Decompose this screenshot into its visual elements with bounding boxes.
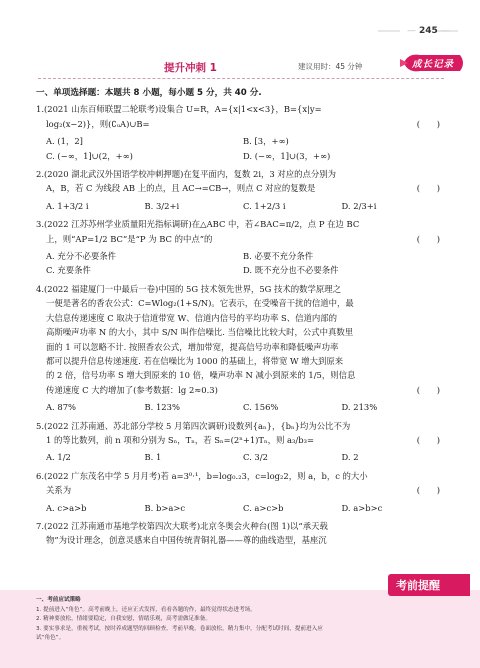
answer-bracket[interactable]: ( ) — [416, 118, 440, 129]
options-row — [46, 400, 440, 414]
question-7 — [36, 519, 440, 548]
question-line — [36, 296, 440, 310]
answer-option[interactable]: A. 1/2 — [46, 452, 71, 463]
questions-container — [36, 102, 440, 547]
question-number: 7. — [36, 520, 44, 531]
answer-option[interactable]: B. 123% — [144, 402, 180, 413]
answer-option[interactable]: C. 3/2 — [243, 452, 268, 463]
answer-option[interactable]: B. [3，+∞) — [243, 136, 289, 147]
question-source: (2022 江苏南通、苏北部分学校 5 月第四次调研) — [44, 420, 228, 431]
answer-option[interactable]: D. (−∞，1]∪(3，+∞) — [243, 150, 331, 161]
question-text: log₂(x−2)}，则(∁ᵤA)∪B= — [46, 118, 150, 129]
question-number: 4. — [36, 283, 44, 294]
answer-option[interactable]: B. 3/2+i — [144, 200, 180, 211]
tip-line: 2. 精神要放松，情绪要稳定，自我安慰，情绪乐观，高考需做足准备。 — [36, 616, 211, 623]
question-line — [36, 469, 440, 483]
question-text: 设数列{aₙ}，{bₙ}均为公比不为 — [227, 420, 351, 431]
question-text: 设集合 U=R，A={x|1<x<3}，B={x|y= — [158, 104, 322, 115]
question-line — [36, 419, 440, 433]
answer-option[interactable]: C. 1+2/3 i — [243, 200, 286, 211]
answer-option[interactable]: D. 既不充分也不必要条件 — [243, 265, 339, 276]
question-number: 6. — [36, 470, 44, 481]
question-source: (2022 广东茂名中学 5 月月考) — [44, 470, 161, 481]
question-1 — [36, 102, 440, 131]
tip-line: 试“角色”。 — [36, 635, 65, 642]
answer-option[interactable]: A. 87% — [46, 402, 76, 413]
question-source: (2020 湖北武汉外国语学校冲刺押题) — [44, 169, 184, 180]
answer-bracket[interactable]: ( ) — [416, 233, 440, 244]
question-number: 5. — [36, 420, 44, 431]
question-line — [36, 368, 440, 382]
answer-option[interactable]: D. 2 — [341, 452, 359, 463]
badge-label: 成长记录 — [412, 59, 455, 70]
section-title: 一、单项选择题：本题共 8 小题，每小题 5 分，共 40 分. — [36, 88, 262, 98]
options-row — [46, 134, 440, 163]
answer-option[interactable]: D. 213% — [341, 402, 378, 413]
question-source: (2022 江苏南通市基地学校第四次大联考) — [44, 520, 201, 531]
question-line — [36, 519, 440, 533]
question-line — [36, 282, 440, 296]
question-4 — [36, 282, 440, 397]
page-number: — 245 — — [404, 26, 453, 36]
question-6 — [36, 469, 440, 498]
page-title: 提升冲刺 1 — [164, 62, 217, 74]
tips-box — [36, 596, 448, 644]
question-line — [36, 325, 440, 339]
question-line — [36, 232, 440, 246]
question-list — [36, 86, 440, 551]
question-line — [36, 354, 440, 368]
question-3 — [36, 217, 440, 246]
question-source: (2021 山东百师联盟二轮联考) — [44, 104, 159, 115]
question-text: 的 2 倍，信号功率 S 增大到原来的 10 倍，噪声功率 N 减小到原来的 1/5，则信息 — [46, 370, 356, 381]
exam-reminder-label: 考前提醒 — [396, 579, 440, 592]
question-source: (2022 福建厦门一中最后一卷) — [44, 283, 159, 294]
answer-bracket[interactable]: ( ) — [416, 183, 440, 194]
tip-line: 3. 要实事求是，重视考试，按时养成题型的回顾检查，考前早晚，卷面放松，精力集中，分配考试时间，提前进入应 — [36, 625, 323, 632]
answer-option[interactable]: A. (1，2] — [46, 136, 83, 147]
answer-bracket[interactable]: ( ) — [416, 384, 440, 395]
options-row — [46, 249, 440, 278]
answer-option[interactable]: C. 156% — [243, 402, 279, 413]
answer-bracket[interactable]: ( ) — [416, 434, 440, 445]
question-text: 关系为 — [46, 485, 72, 496]
options-row — [46, 501, 440, 515]
question-text: 在△ABC 中，若∠BAC=π/2，点 P 在边 BC — [191, 219, 360, 230]
question-text: 上，则“AP=1/2 BC”是“P 为 BC 的中点”的 — [46, 233, 213, 244]
tip-line: 1. 提前进入“角色”。高考前晚上，还应正式发挥，看看各题的作，最终觉得状态进考场。 — [36, 606, 256, 613]
answer-option[interactable]: D. a>b>c — [341, 502, 383, 513]
tips-title: 一、考前应试策略 — [36, 597, 81, 603]
question-line — [36, 533, 440, 547]
answer-option[interactable]: D. 2/3+i — [341, 200, 377, 211]
question-line — [36, 483, 440, 497]
question-line — [36, 117, 440, 131]
question-text: 面的 1 可以忽略不计. 按照香农公式，增加带宽，提高信号功率和降低噪声功率 — [46, 341, 339, 352]
question-line — [36, 167, 440, 181]
answer-option[interactable]: A. 1+3/2 i — [46, 200, 89, 211]
question-number: 1. — [36, 104, 44, 115]
question-text: 中国的 5G 技术领先世界，5G 技术的数学原理之 — [158, 283, 342, 294]
question-5 — [36, 419, 440, 448]
question-text: 1 的等比数列，前 n 项和分别为 Sₙ，Tₙ，若 Sₙ=(2ⁿ+1)Tₙ，则 a₃/b₃= — [46, 434, 314, 445]
question-line — [36, 217, 440, 231]
answer-option[interactable]: B. 必要不充分条件 — [243, 251, 314, 262]
answer-option[interactable]: C. 充要条件 — [46, 265, 91, 276]
answer-option[interactable]: A. 充分不必要条件 — [46, 251, 116, 262]
question-text: 若 a=3⁰·¹，b=log₀.₂3，c=log₂2，则 a，b，c 的大小 — [160, 470, 368, 481]
answer-bracket[interactable]: ( ) — [416, 485, 440, 496]
question-text: 北京冬奥会火种台(图 1)以“承天载 — [200, 520, 328, 531]
answer-option[interactable]: A. c>a>b — [46, 502, 87, 513]
question-2 — [36, 167, 440, 196]
question-source: (2022 江苏苏州学业质量阳光指标调研) — [44, 219, 192, 230]
question-text: 物”为设计理念，创意灵感来自中国传统青铜礼器——尊的曲线造型，基座沉 — [46, 535, 327, 546]
question-line — [36, 383, 440, 397]
question-line — [36, 311, 440, 325]
question-line — [36, 181, 440, 195]
answer-option[interactable]: B. 1 — [144, 452, 162, 463]
question-line — [36, 433, 440, 447]
header-divider — [38, 78, 444, 79]
question-text: A，B，若 C 为线段 AB 上的点，且 AC→=CB→，则点 C 对应的复数是 — [46, 183, 316, 194]
answer-option[interactable]: C. a>c>b — [243, 502, 284, 513]
question-line — [36, 102, 440, 116]
question-text: 一便是著名的香农公式：C=Wlog₂(1+S/N)。它表示，在受噪音干扰的信道中，最 — [46, 298, 354, 309]
question-text: 传递速度 C 大约增加了(参考数据：lg 2≈0.3) — [46, 384, 218, 395]
options-row — [46, 450, 440, 464]
question-number: 2. — [36, 169, 44, 180]
question-text: 在复平面内，复数 2i，3 对应的点分别为 — [183, 169, 337, 180]
suggested-time: 建议用时：45 分钟 — [298, 62, 363, 71]
question-text: 都可以提升信息传递速度. 若在信噪比为 1000 的基础上，将带宽 W 增大到原来 — [46, 355, 344, 366]
question-line — [36, 340, 440, 354]
options-row — [46, 199, 440, 213]
question-number: 3. — [36, 219, 44, 230]
question-text: 高斯噪声功率 N 的大小，其中 S/N 叫作信噪比. 当信噪比比较大时，公式中真数里 — [46, 327, 354, 338]
question-text: 大信息传递速度 C 取决于信道带宽 W、信道内信号的平均功率 S、信道内部的 — [46, 312, 338, 323]
answer-option[interactable]: B. b>a>c — [144, 502, 186, 513]
answer-option[interactable]: C. (−∞，1]∪(2，+∞) — [46, 150, 133, 161]
